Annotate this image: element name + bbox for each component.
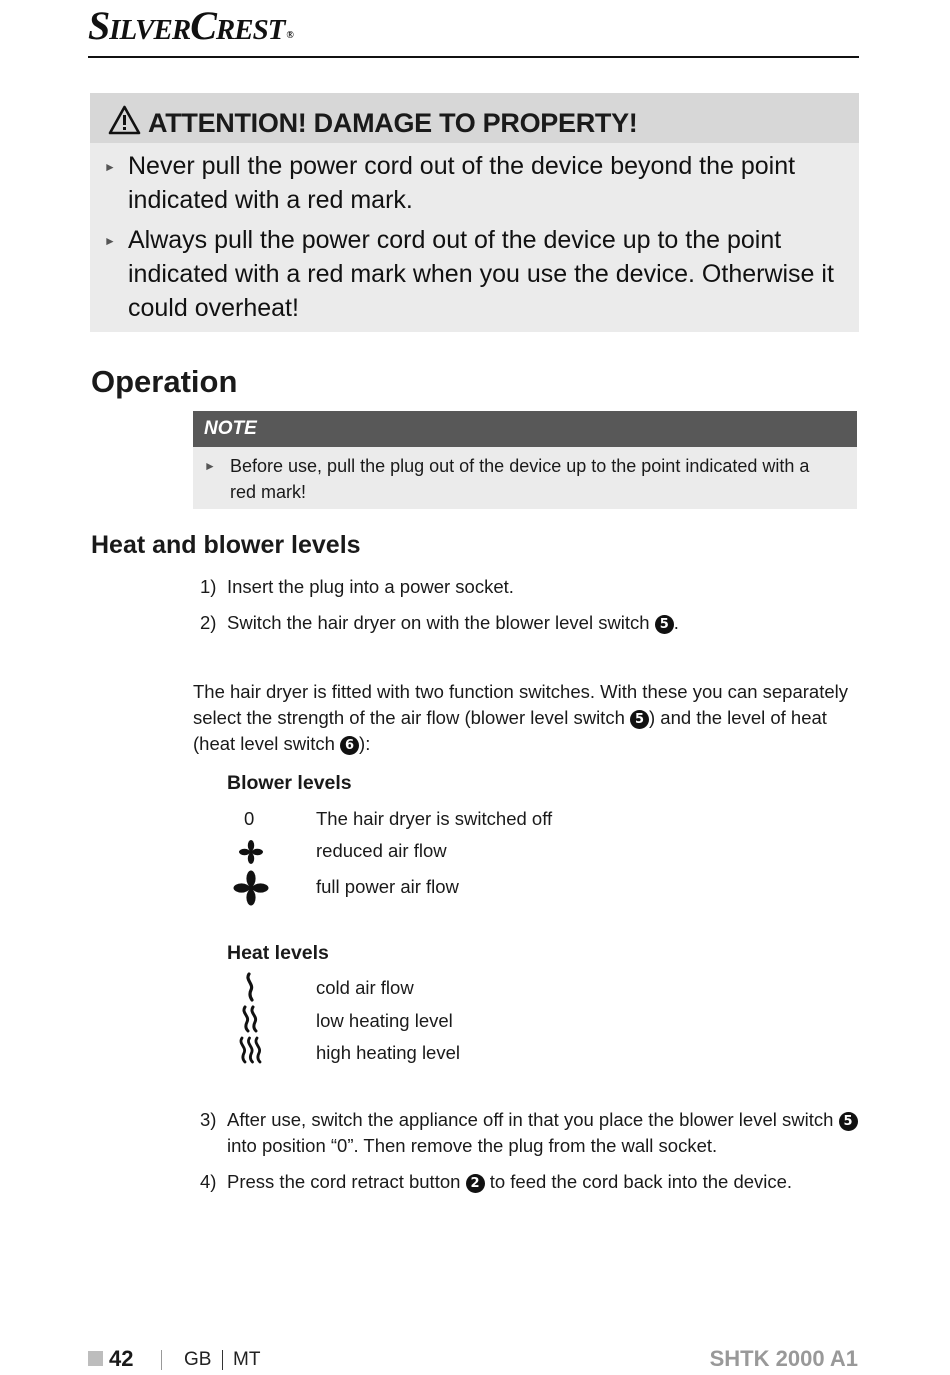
paragraph-text: ) and the level of heat xyxy=(649,707,827,728)
step-text-line: into position “0”. Then remove the plug from the wall socket. xyxy=(227,1135,718,1156)
reference-number-badge: 2 xyxy=(466,1174,485,1193)
logo-letter: S xyxy=(88,3,110,48)
step-text-line xyxy=(227,1107,858,1133)
step-text-body: to feed the cord back into the device. xyxy=(489,1171,793,1192)
blower-symbol-zero: 0 xyxy=(244,808,255,829)
attention-item-2 xyxy=(128,223,834,325)
step-text-body: After use, switch the appliance off in that you place the blower level switch xyxy=(227,1109,834,1130)
paragraph-line xyxy=(193,731,848,757)
page-number: 42 xyxy=(109,1346,134,1371)
header-rule xyxy=(88,56,859,58)
step-text xyxy=(227,1169,792,1195)
step-text: Insert the plug into a power socket. xyxy=(227,576,514,597)
attention-title: ATTENTION! DAMAGE TO PROPERTY! xyxy=(148,108,638,138)
section-title-heat-blower: Heat and blower levels xyxy=(91,531,361,559)
blower-level-text: The hair dryer is switched off xyxy=(316,808,553,829)
blower-levels-title: Blower levels xyxy=(227,772,352,794)
note-header xyxy=(193,411,857,447)
attention-item-line: Never pull the power cord out of the device beyond the point xyxy=(128,152,796,180)
heat-level-text: high heating level xyxy=(316,1042,460,1063)
logo-letters: ILVER xyxy=(109,14,191,46)
paragraph-text: select the strength of the air flow (blower level switch xyxy=(193,707,625,728)
attention-item-line: indicated with a red mark when you use the device. Otherwise it xyxy=(128,260,834,288)
bullet-arrow-icon: ► xyxy=(104,234,116,248)
attention-item-line: Always pull the power cord out of the device up to the point xyxy=(128,226,782,254)
blower-level-text: full power air flow xyxy=(316,876,459,897)
heat-level-text: low heating level xyxy=(316,1010,453,1031)
blower-level-text: reduced air flow xyxy=(316,840,447,861)
intro-paragraph xyxy=(193,679,848,757)
footer-divider xyxy=(161,1350,162,1370)
step-text-body: Switch the hair dryer on with the blower level switch xyxy=(227,612,650,633)
paragraph-line: The hair dryer is fitted with two function switches. With these you can separately xyxy=(193,681,848,702)
note-label: NOTE xyxy=(204,418,257,439)
one-wave-icon xyxy=(243,972,259,1002)
logo-letter: C xyxy=(190,3,216,48)
step-text xyxy=(227,1107,858,1159)
note-text-line: red mark! xyxy=(230,482,307,502)
attention-item-line: could overheat! xyxy=(128,294,299,322)
paragraph-line xyxy=(193,705,848,731)
reference-number-badge: 5 xyxy=(839,1112,858,1131)
brand-logo xyxy=(88,4,293,57)
footer-square-icon xyxy=(88,1351,103,1366)
note-text xyxy=(230,453,809,505)
registered-mark: ® xyxy=(286,30,293,41)
step-text-end: . xyxy=(673,612,679,633)
logo-letters: REST xyxy=(215,14,285,46)
two-waves-icon xyxy=(240,1005,262,1033)
section-title-operation: Operation xyxy=(91,364,238,399)
step-number: 3) xyxy=(200,1109,217,1130)
step-number: 2) xyxy=(200,612,217,633)
large-fan-icon xyxy=(232,869,270,907)
paragraph-text: ): xyxy=(359,733,371,754)
step-number: 1) xyxy=(200,576,217,597)
footer-language: GB xyxy=(184,1349,212,1370)
three-waves-icon xyxy=(237,1036,265,1064)
model-number: SHTK 2000 A1 xyxy=(709,1346,858,1371)
heat-level-text: cold air flow xyxy=(316,977,414,998)
paragraph-text: (heat level switch xyxy=(193,733,335,754)
small-fan-icon xyxy=(237,838,265,866)
note-text-line: Before use, pull the plug out of the device up to the point indicated with a xyxy=(230,456,810,476)
bullet-arrow-icon: ► xyxy=(104,160,116,174)
attention-item-1 xyxy=(128,149,795,217)
footer-language: MT xyxy=(233,1349,261,1370)
bullet-arrow-icon: ► xyxy=(204,459,216,473)
heat-levels-title: Heat levels xyxy=(227,942,329,964)
reference-number-badge: 5 xyxy=(630,710,649,729)
reference-number-badge: 6 xyxy=(340,736,359,755)
warning-icon xyxy=(108,105,141,135)
reference-number-badge: 5 xyxy=(655,615,674,634)
footer-divider xyxy=(222,1350,223,1370)
attention-item-line: indicated with a red mark. xyxy=(128,186,413,214)
step-number: 4) xyxy=(200,1171,217,1192)
step-text-body: Press the cord retract button xyxy=(227,1171,461,1192)
step-text xyxy=(227,610,679,636)
